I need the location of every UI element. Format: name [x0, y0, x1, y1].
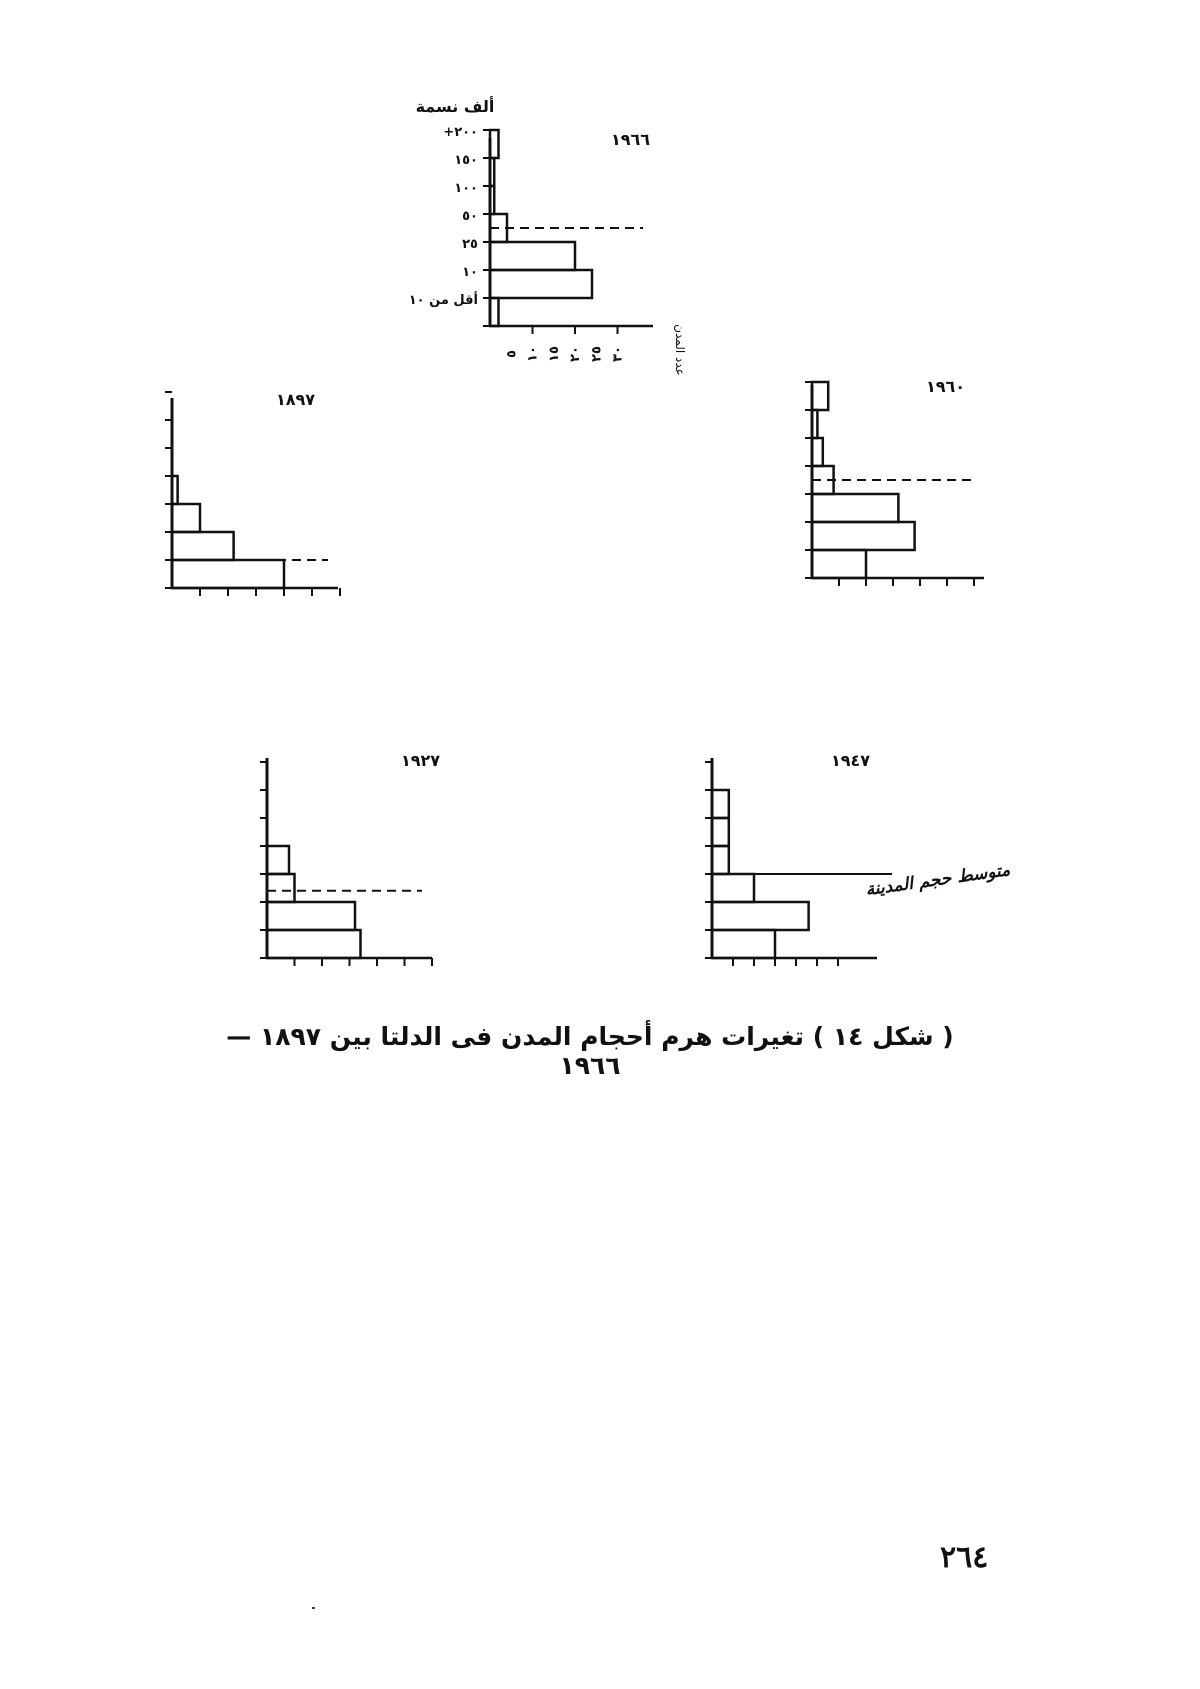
chart-title: ١٩٤٧	[830, 751, 870, 770]
bar	[172, 560, 284, 588]
bar	[712, 874, 754, 902]
x-tick-label: ١٥	[546, 346, 562, 362]
bar	[712, 846, 729, 874]
y-tick-label: ١٥٠	[454, 153, 478, 168]
mean-annotation: متوسط حجم المدينة	[864, 860, 1012, 901]
page-number: ٢٦٤	[940, 1540, 989, 1575]
bar	[812, 494, 898, 522]
bar	[172, 504, 200, 532]
bar	[812, 522, 915, 550]
scan-speck	[312, 1607, 315, 1609]
y-tick-label: ١٠	[462, 265, 478, 280]
y-tick-label: أقل من ١٠	[408, 293, 478, 308]
bar	[712, 930, 775, 958]
bar	[267, 874, 295, 902]
x-tick-label: ٢٥	[589, 346, 605, 362]
chart-3	[165, 390, 340, 596]
bar	[812, 550, 866, 578]
bar	[172, 532, 234, 560]
bar	[812, 382, 828, 410]
bar	[712, 790, 729, 818]
bar	[267, 930, 361, 958]
figure-caption: ( شكل ١٤ ) تغيرات هرم أحجام المدن فى الدلتا بين ١٨٩٧ — ١٩٦٦	[226, 1022, 954, 1080]
x-tick-label: ١٠	[525, 346, 541, 362]
y-tick-label: +٢٠٠	[443, 125, 478, 140]
chart-title: ١٨٩٧	[275, 390, 315, 409]
bar	[812, 438, 823, 466]
y-tick-label: ٥٠	[462, 209, 478, 224]
bar	[267, 902, 355, 930]
chart-2	[805, 377, 984, 586]
chart-4	[260, 751, 440, 966]
x-tick-label: ٣٠	[610, 346, 626, 362]
chart-title: ١٩٦٦	[610, 130, 650, 149]
y-axis-label: ألف نسمة	[415, 97, 495, 116]
chart-title: ١٩٢٧	[400, 751, 440, 770]
y-tick-label: ٢٥	[462, 237, 478, 252]
bar	[712, 818, 729, 846]
x-tick-label: ٢٠	[568, 346, 583, 362]
y-tick-label: ١٠٠	[454, 181, 478, 196]
x-tick-label: ٥	[504, 350, 520, 358]
x-axis-label: عدد المدن	[673, 324, 687, 376]
bar	[490, 270, 592, 298]
bar	[267, 846, 289, 874]
chart-5	[705, 751, 1012, 966]
bar	[712, 902, 809, 930]
chart-title: ١٩٦٠	[925, 377, 965, 396]
chart-1	[409, 96, 687, 376]
bar	[490, 242, 575, 270]
